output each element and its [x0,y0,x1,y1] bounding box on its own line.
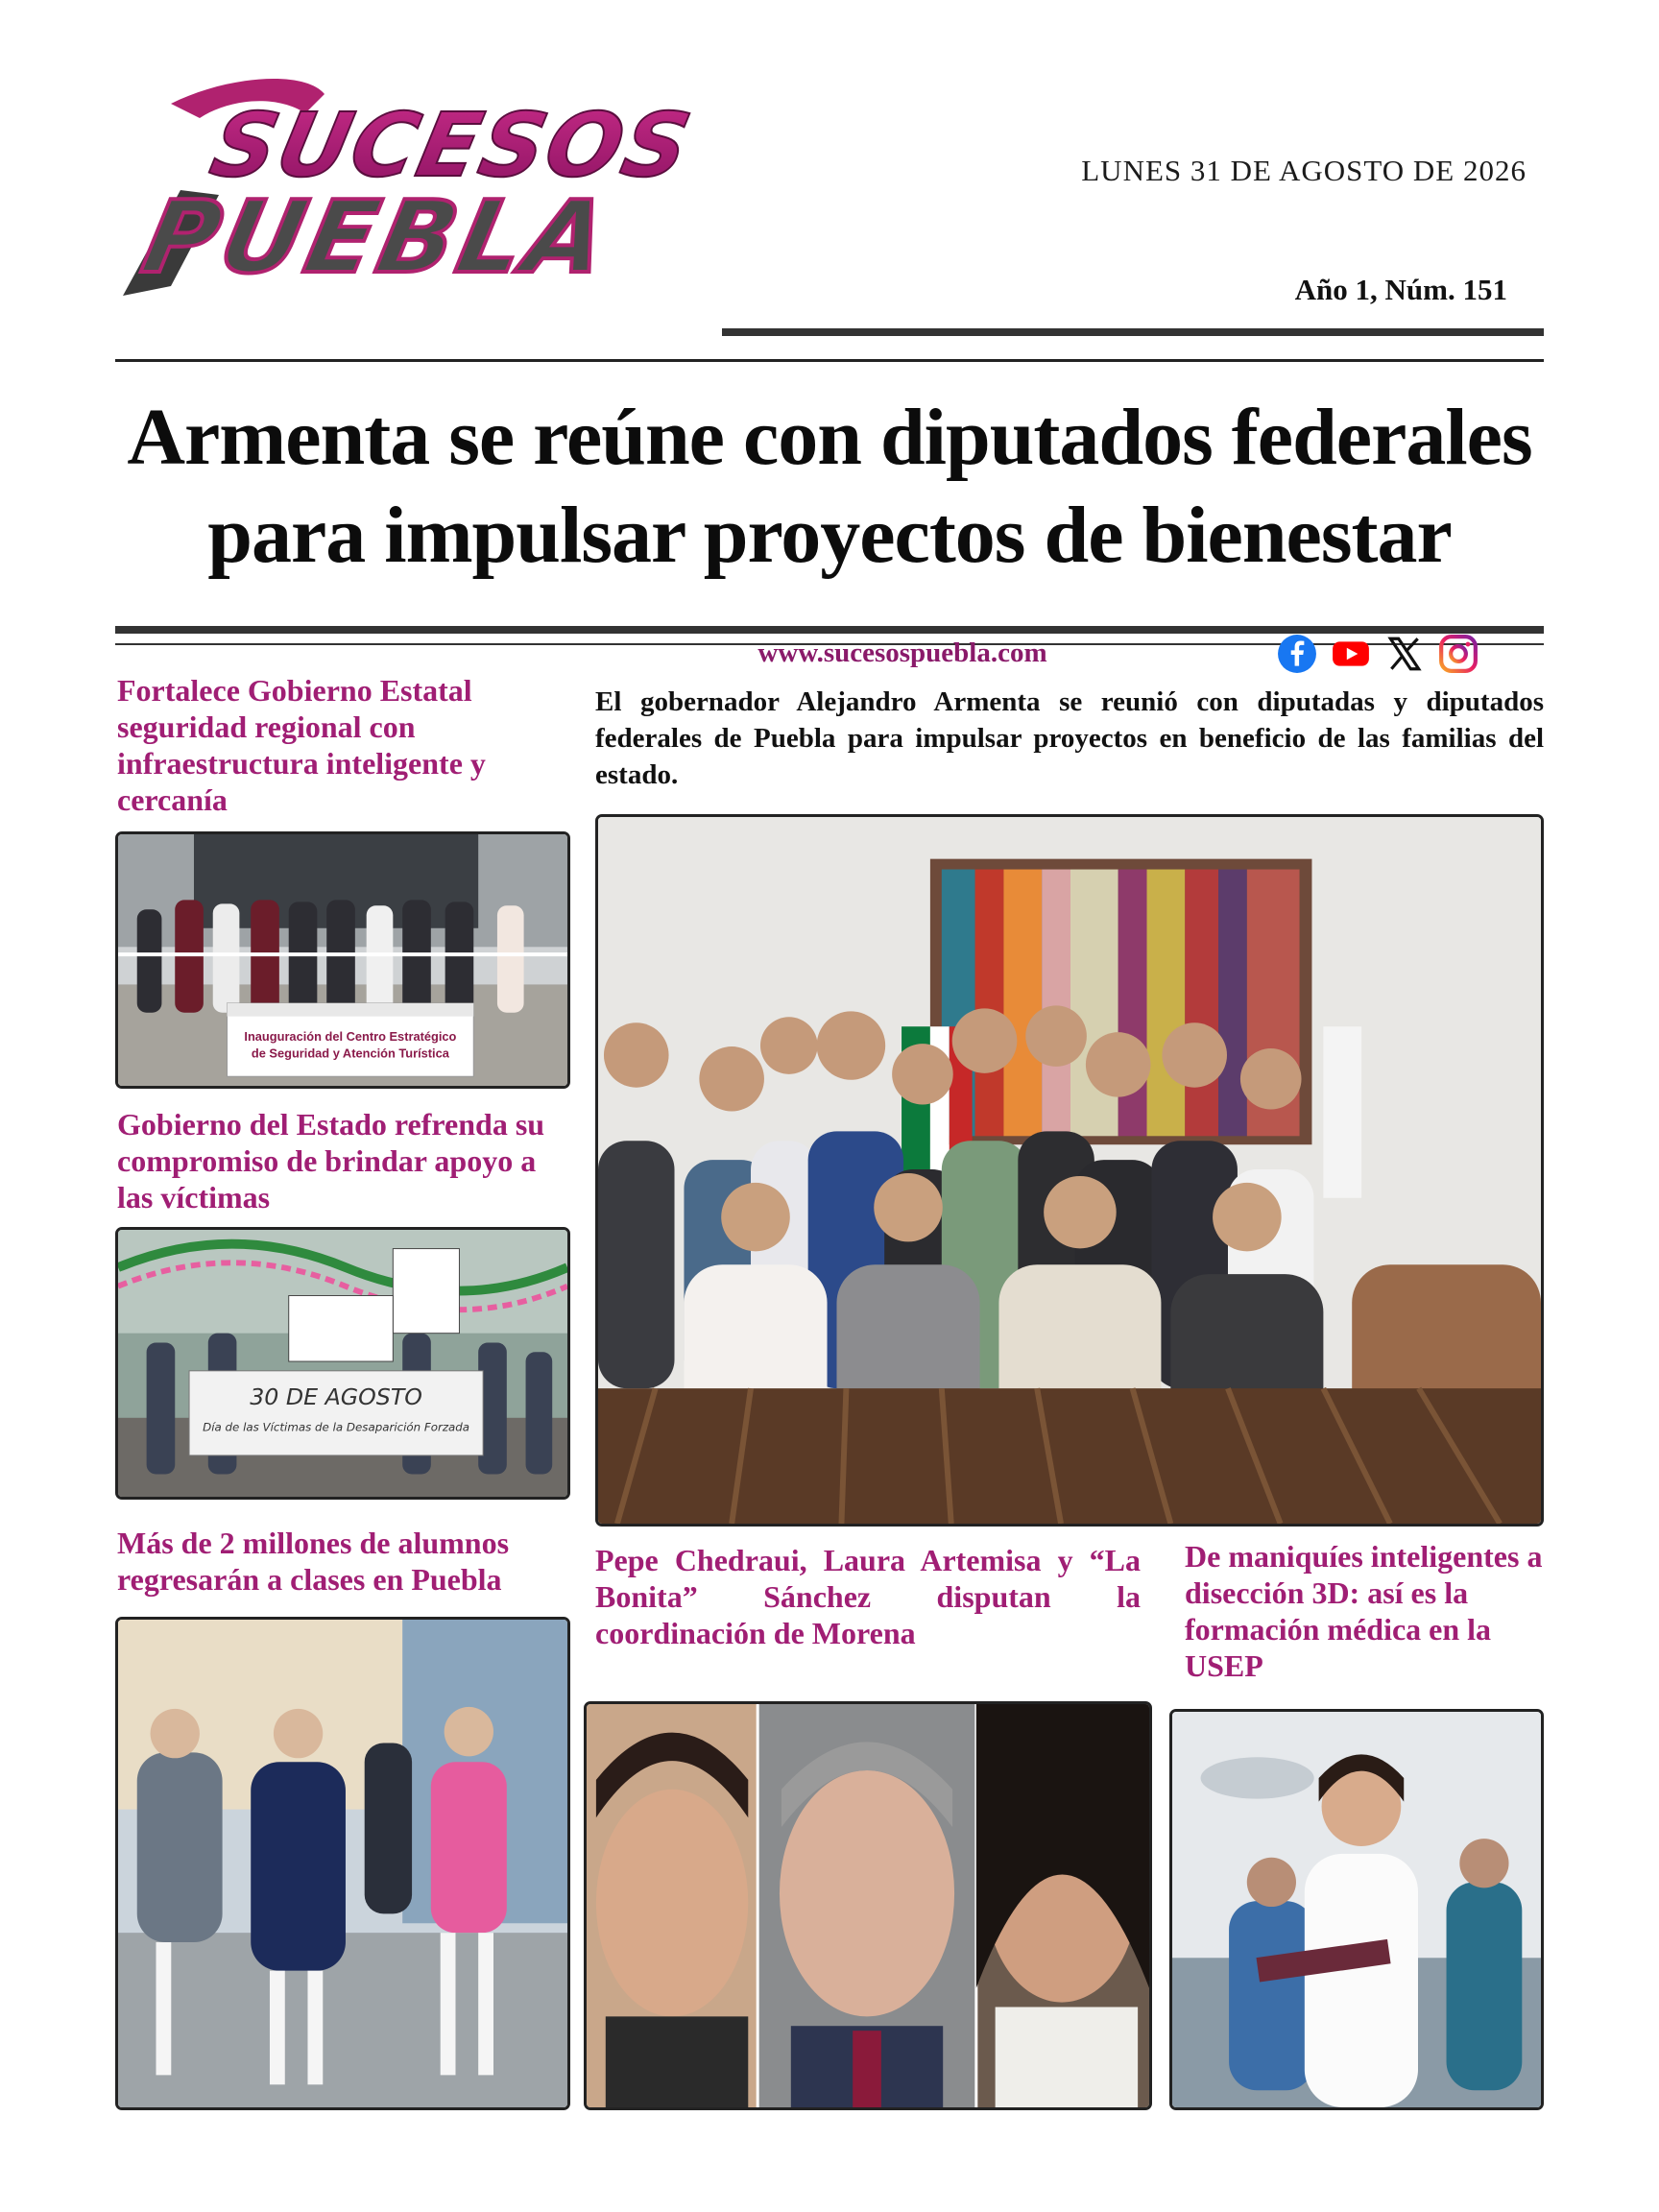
masthead-rule [722,328,1544,336]
main-headline[interactable]: Armenta se reúne con diputados federales para impulsar proyectos de bienestar [127,393,1532,580]
issue-date: LUNES 31 DE AGOSTO DE 2026 [1081,154,1527,187]
main-story-lead[interactable]: El gobernador Alejandro Armenta se reunió con diputadas y diputados federales de Puebla para impulsar proyectos en beneficio de las familias del estado. [595,686,1544,790]
story4-photo[interactable] [584,1701,1152,2110]
main-story-photo[interactable] [595,814,1544,1527]
svg-text:SUCESOS: SUCESOS [203,93,701,197]
instagram-icon[interactable] [1438,634,1479,674]
sucesos-puebla-logo[interactable] [113,75,747,315]
svg-text:PUEBLA: PUEBLA [133,179,621,296]
story2-photo[interactable] [115,1227,570,1500]
story1-title[interactable]: Fortalece Gobierno Estatal seguridad regional con infraestructura inteligente y cercanía [117,673,486,817]
youtube-icon[interactable] [1331,634,1371,674]
story1-banner-line1: Inauguración del Centro Estratégico [244,1029,457,1045]
story4-title[interactable]: Pepe Chedraui, Laura Artemisa y “La Bonita” Sánchez disputan la coordinación de Morena [595,1543,1141,1650]
x-icon[interactable] [1384,634,1425,674]
story3-photo[interactable] [115,1617,570,2110]
story2-banner-line1: 30 DE AGOSTO [250,1383,422,1411]
story3-title[interactable]: Más de 2 millones de alumnos regresarán a clases en Puebla [117,1526,510,1597]
story1-photo[interactable] [115,831,570,1089]
issue-number: Año 1, Núm. 151 [1294,273,1507,306]
story1-banner-line2: de Seguridad y Atención Turística [251,1046,449,1061]
story5-title[interactable]: De maniquíes inteligentes a disección 3D: así es la formación médica en la USEP [1185,1539,1543,1683]
story2-title[interactable]: Gobierno del Estado refrenda su compromiso de brindar apoyo a las víctimas [117,1107,545,1214]
social-links [1277,632,1498,676]
story2-banner-line2: Día de las Víctimas de la Desaparición Forzada [203,1420,470,1434]
masthead-divider [115,359,1544,362]
story5-photo[interactable] [1169,1709,1544,2110]
website-link[interactable]: www.sucesospuebla.com [757,637,1047,668]
facebook-icon[interactable] [1277,634,1317,674]
